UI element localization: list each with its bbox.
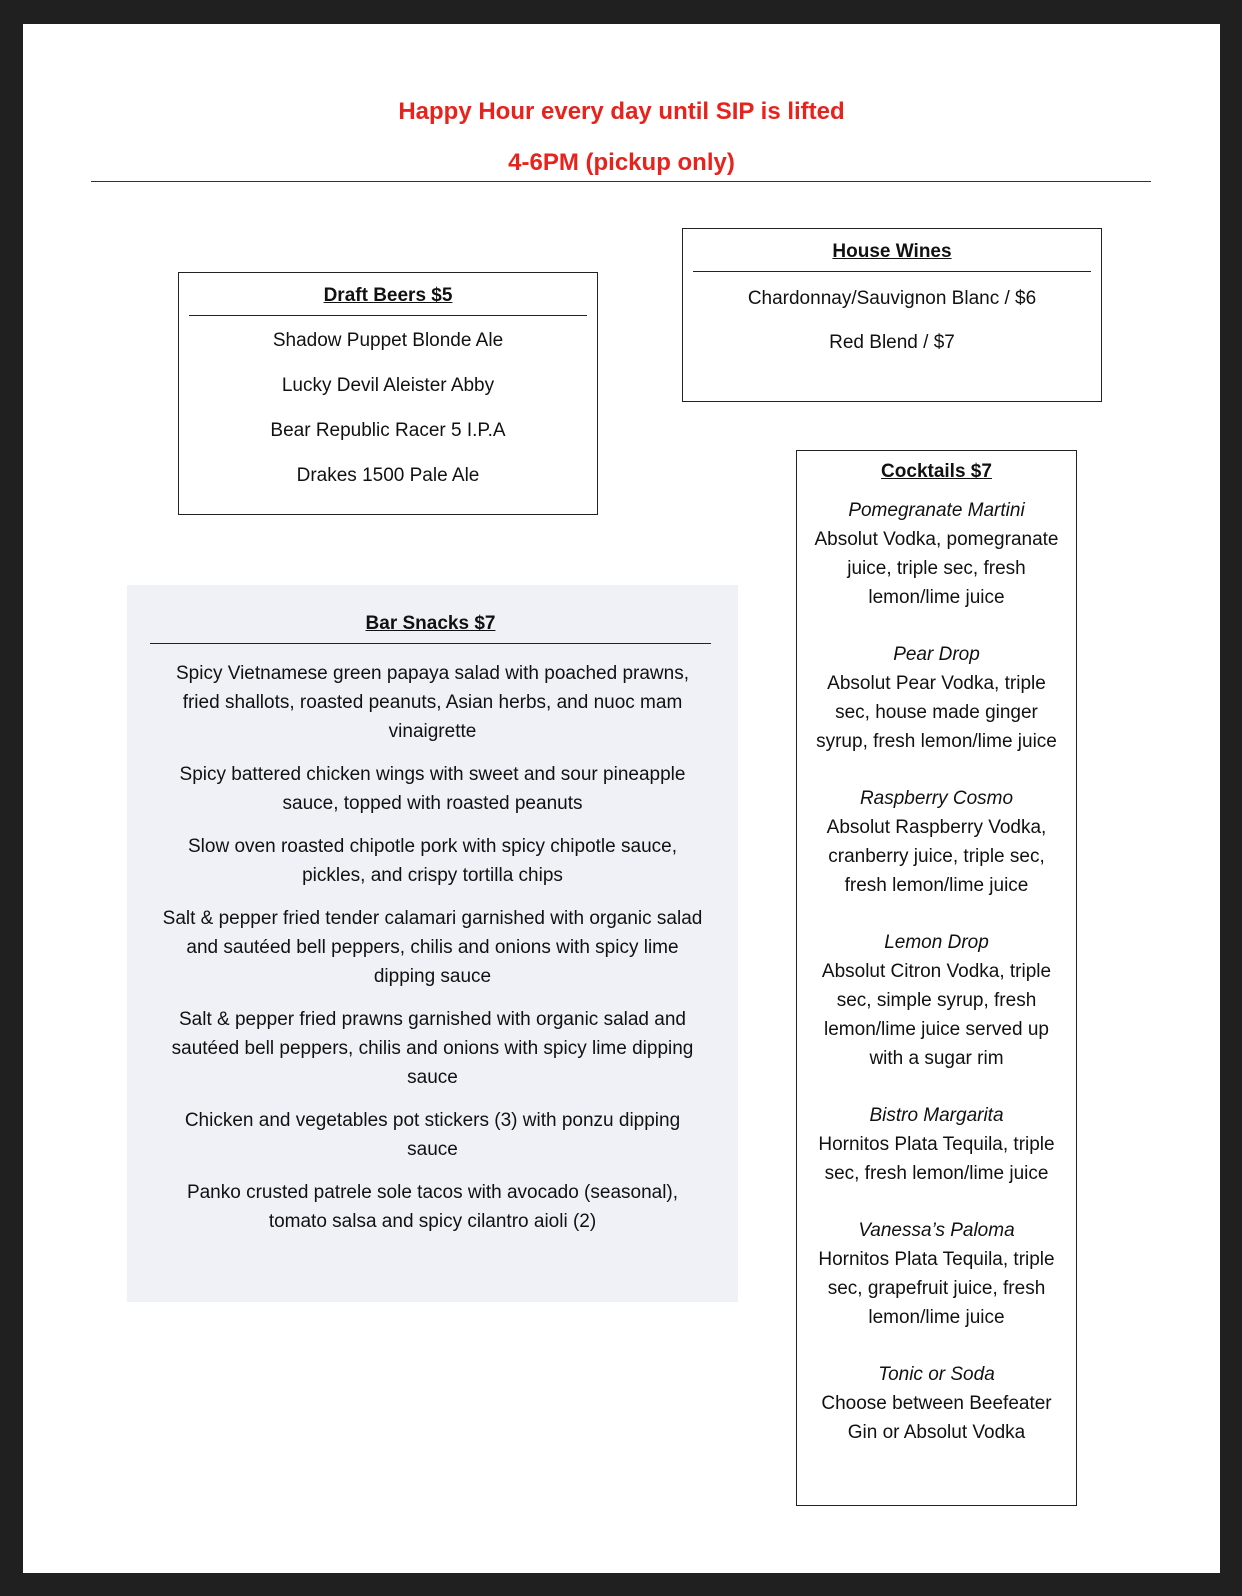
bar-snacks-list xyxy=(127,659,738,1236)
house-wines-title: House Wines xyxy=(693,241,1091,272)
happy-hour-headline: Happy Hour every day until SIP is lifted xyxy=(398,98,845,125)
cocktail-line: Hornitos Plata Tequila, triple xyxy=(818,1134,1055,1155)
cocktail-item xyxy=(797,496,1076,612)
cocktail-line: lemon/lime juice xyxy=(868,587,1005,608)
beer-item: Drakes 1500 Pale Ale xyxy=(296,465,480,486)
cocktail-name: Vanessa’s Paloma xyxy=(858,1220,1015,1241)
cocktail-line: juice, triple sec, fresh xyxy=(847,558,1026,579)
snack-line: vinaigrette xyxy=(388,721,477,742)
cocktail-description xyxy=(797,525,1076,612)
happy-hour-time: 4-6PM (pickup only) xyxy=(508,149,735,176)
menu-page xyxy=(23,24,1220,1573)
cocktail-description xyxy=(797,957,1076,1073)
cocktail-item xyxy=(797,784,1076,900)
cocktail-line: Gin or Absolut Vodka xyxy=(847,1422,1026,1443)
snack-line: fried shallots, roasted peanuts, Asian herbs, and nuoc mam xyxy=(182,692,683,713)
cocktail-name: Raspberry Cosmo xyxy=(859,788,1014,809)
cocktail-line: syrup, fresh lemon/lime juice xyxy=(816,731,1057,752)
snack-item xyxy=(147,760,718,818)
cocktail-item xyxy=(797,640,1076,756)
cocktail-line: Absolut Vodka, pomegranate xyxy=(814,529,1059,550)
cocktail-line: sec, house made ginger xyxy=(835,702,1038,723)
snack-line: sauce xyxy=(407,1139,458,1160)
cocktail-line: sec, simple syrup, fresh xyxy=(836,990,1037,1011)
cocktail-item xyxy=(797,928,1076,1073)
snack-line: Salt & pepper fried prawns garnished with organic salad and xyxy=(179,1009,686,1030)
house-wines-box xyxy=(682,228,1102,402)
bar-snacks-panel xyxy=(127,585,738,1302)
snack-line: sauce, topped with roasted peanuts xyxy=(282,793,583,814)
cocktail-line: sec, fresh lemon/lime juice xyxy=(824,1163,1049,1184)
draft-beers-list xyxy=(179,318,597,498)
snack-line: sautéed bell peppers, chilis and onions with spicy lime dipping xyxy=(171,1038,694,1059)
cocktail-name: Bistro Margarita xyxy=(869,1105,1004,1126)
snack-line: sauce xyxy=(407,1067,458,1088)
cocktail-line: lemon/lime juice xyxy=(868,1307,1005,1328)
wine-item: Chardonnay/Sauvignon Blanc / $6 xyxy=(747,288,1037,309)
cocktails-box xyxy=(796,450,1077,1506)
snack-line: Slow oven roasted chipotle pork with spicy chipotle sauce, xyxy=(188,836,677,857)
snack-item xyxy=(147,832,718,890)
cocktail-line: Choose between Beefeater xyxy=(821,1393,1052,1414)
cocktail-description xyxy=(797,669,1076,756)
bar-snacks-title: Bar Snacks $7 xyxy=(150,613,711,644)
snack-item xyxy=(147,904,718,991)
snack-line: pickles, and crispy tortilla chips xyxy=(302,865,563,886)
cocktail-description xyxy=(797,1389,1076,1447)
cocktail-line: cranberry juice, triple sec, xyxy=(828,846,1045,867)
beer-item: Shadow Puppet Blonde Ale xyxy=(272,330,504,351)
draft-beers-title: Draft Beers $5 xyxy=(189,285,587,316)
header-divider xyxy=(91,181,1151,182)
cocktail-line: lemon/lime juice served up xyxy=(824,1019,1049,1040)
wine-item: Red Blend / $7 xyxy=(829,332,955,353)
snack-line: Salt & pepper fried tender calamari garnished with organic salad xyxy=(162,908,703,929)
snack-item xyxy=(147,1005,718,1092)
cocktail-line: Absolut Pear Vodka, triple xyxy=(827,673,1046,694)
cocktail-name: Pear Drop xyxy=(893,644,980,665)
cocktail-line: Absolut Raspberry Vodka, xyxy=(826,817,1047,838)
snack-item xyxy=(147,1106,718,1164)
cocktail-item xyxy=(797,1216,1076,1332)
beer-item: Lucky Devil Aleister Abby xyxy=(281,375,495,396)
cocktails-title: Cocktails $7 xyxy=(881,461,992,482)
cocktail-name: Pomegranate Martini xyxy=(848,500,1025,521)
cocktail-description xyxy=(797,1245,1076,1332)
snack-line: tomato salsa and spicy cilantro aioli (2) xyxy=(268,1211,597,1232)
cocktail-line: Hornitos Plata Tequila, triple xyxy=(818,1249,1055,1270)
cocktail-description xyxy=(797,1130,1076,1188)
snack-line: dipping sauce xyxy=(373,966,492,987)
cocktail-line: sec, grapefruit juice, fresh xyxy=(827,1278,1046,1299)
cocktail-name: Lemon Drop xyxy=(884,932,989,953)
cocktails-list xyxy=(797,496,1076,1447)
cocktail-line: fresh lemon/lime juice xyxy=(844,875,1029,896)
beer-item: Bear Republic Racer 5 I.P.A xyxy=(270,420,506,441)
house-wines-list xyxy=(683,277,1101,365)
cocktail-item xyxy=(797,1101,1076,1188)
snack-line: Spicy battered chicken wings with sweet and sour pineapple xyxy=(179,764,686,785)
snack-line: and sautéed bell peppers, chilis and onions with spicy lime xyxy=(186,937,679,958)
cocktail-line: Absolut Citron Vodka, triple xyxy=(821,961,1052,982)
snack-line: Chicken and vegetables pot stickers (3) with ponzu dipping xyxy=(184,1110,681,1131)
snack-item xyxy=(147,1178,718,1236)
snack-line: Spicy Vietnamese green papaya salad with poached prawns, xyxy=(176,663,689,684)
cocktail-item xyxy=(797,1360,1076,1447)
snack-line: Panko crusted patrele sole tacos with avocado (seasonal), xyxy=(186,1182,679,1203)
cocktail-description xyxy=(797,813,1076,900)
cocktail-line: with a sugar rim xyxy=(869,1048,1004,1069)
snack-item xyxy=(147,659,718,746)
cocktail-name: Tonic or Soda xyxy=(878,1364,995,1385)
draft-beers-box xyxy=(178,272,598,515)
